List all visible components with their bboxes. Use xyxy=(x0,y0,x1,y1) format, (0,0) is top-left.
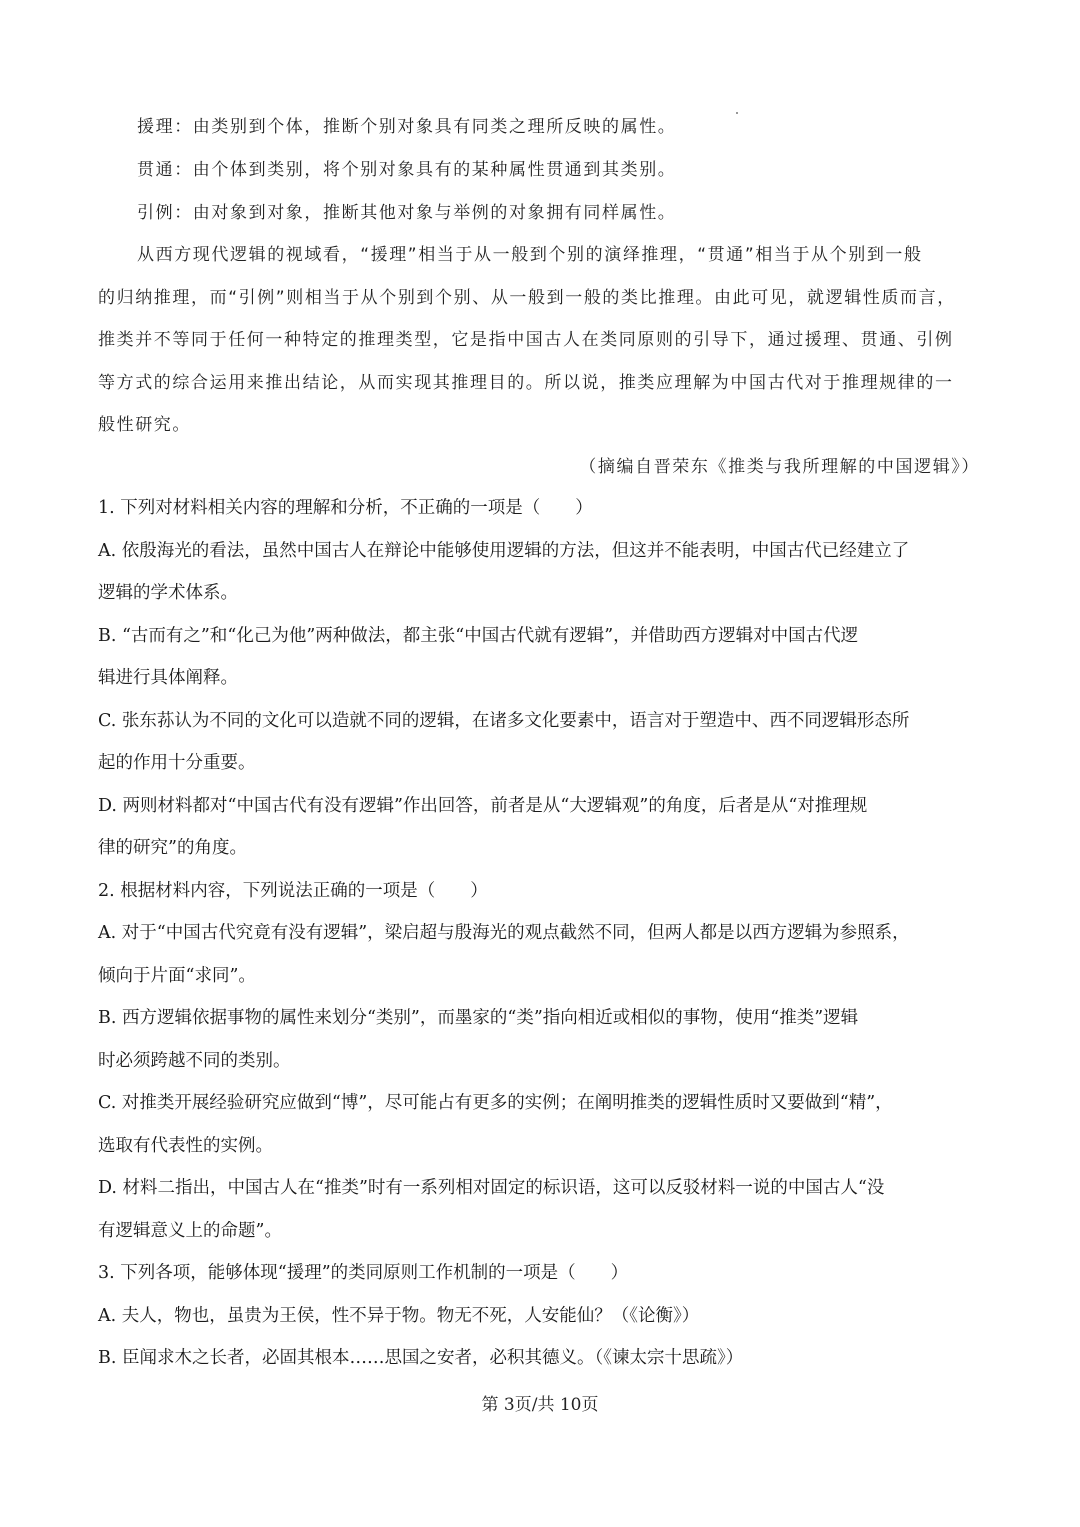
scan-speck xyxy=(736,112,738,114)
q2-option-d-line2: 有逻辑意义上的命题”。 xyxy=(98,1221,282,1241)
q2-option-b-line1: B. 西方逻辑依据事物的属性来划分“类别”，而墨家的“类”指向相近或相似的事物，使用“推类”逻辑 xyxy=(98,1008,859,1028)
q1-option-c-line2: 起的作用十分重要。 xyxy=(98,753,256,773)
q1-option-a-line1: A. 依殷海光的看法，虽然中国古人在辩论中能够使用逻辑的方法，但这并不能表明，中国古代已经建立了 xyxy=(98,541,910,561)
q2-option-c-line2: 选取有代表性的实例。 xyxy=(98,1136,273,1156)
paragraph-line: 从西方现代逻辑的视域看，“援理”相当于从一般到个别的演绎推理，“贯通”相当于从个别到一般 xyxy=(137,245,923,265)
q1-option-b-line1: B. “古而有之”和“化己为他”两种做法，都主张“中国古代就有逻辑”，并借助西方逻辑对中国古代逻 xyxy=(98,626,859,646)
paragraph-line: 般性研究。 xyxy=(98,415,191,435)
q1-option-a-line2: 逻辑的学术体系。 xyxy=(98,583,238,603)
definition-yinli: 引例：由对象到对象，推断其他对象与举例的对象拥有同样属性。 xyxy=(137,203,677,223)
page-number: 第 3页/共 10页 xyxy=(481,1395,599,1415)
q2-option-d-line1: D. 材料二指出，中国古人在“推类”时有一系列相对固定的标识语，这可以反驳材料一说的中国古人“没 xyxy=(98,1178,885,1198)
q1-stem: 1. 下列对材料相关内容的理解和分析，不正确的一项是（ ） xyxy=(98,498,593,518)
q2-option-b-line2: 时必须跨越不同的类别。 xyxy=(98,1051,291,1071)
q2-stem: 2. 根据材料内容，下列说法正确的一项是（ ） xyxy=(98,881,488,901)
q3-option-b: B. 臣闻求木之长者，必固其根本……思国之安者，必积其德义。（《谏太宗十思疏》） xyxy=(98,1348,744,1368)
q1-option-d-line1: D. 两则材料都对“中国古代有没有逻辑”作出回答，前者是从“大逻辑观”的角度，后者是从“对推理规 xyxy=(98,796,868,816)
passage-source: （摘编自晋荣东《推类与我所理解的中国逻辑》） xyxy=(579,457,980,477)
q3-stem: 3. 下列各项，能够体现“援理”的类同原则工作机制的一项是（ ） xyxy=(98,1263,629,1283)
paragraph-line: 推类并不等同于任何一种特定的推理类型，它是指中国古人在类同原则的引导下，通过援理、贯通、引例 xyxy=(98,330,954,350)
paragraph-line: 的归纳推理，而“引例”则相当于从个别到个别、从一般到一般的类比推理。由此可见，就逻辑性质而言， xyxy=(98,288,956,308)
definition-yuanli: 援理：由类别到个体，推断个别对象具有同类之理所反映的属性。 xyxy=(137,117,677,137)
q1-option-b-line2: 辑进行具体阐释。 xyxy=(98,668,238,688)
q1-option-d-line2: 律的研究”的角度。 xyxy=(98,838,247,858)
q1-option-c-line1: C. 张东荪认为不同的文化可以造就不同的逻辑，在诸多文化要素中，语言对于塑造中、西不同逻辑形态所 xyxy=(98,711,910,731)
definition-guantong: 贯通：由个体到类别，将个别对象具有的某种属性贯通到其类别。 xyxy=(137,160,677,180)
q2-option-a-line1: A. 对于“中国古代究竟有没有逻辑”，梁启超与殷海光的观点截然不同，但两人都是以西方逻辑为参照系， xyxy=(98,923,910,943)
q2-option-a-line2: 倾向于片面“求同”。 xyxy=(98,966,256,986)
paragraph-line: 等方式的综合运用来推出结论，从而实现其推理目的。所以说，推类应理解为中国古代对于推理规律的一 xyxy=(98,373,954,393)
q3-option-a: A. 夫人，物也，虽贵为王侯，性不异于物。物无不死，人安能仙？（《论衡》） xyxy=(98,1306,700,1326)
q2-option-c-line1: C. 对推类开展经验研究应做到“博”，尽可能占有更多的实例；在阐明推类的逻辑性质时又要做到“精”， xyxy=(98,1093,893,1113)
